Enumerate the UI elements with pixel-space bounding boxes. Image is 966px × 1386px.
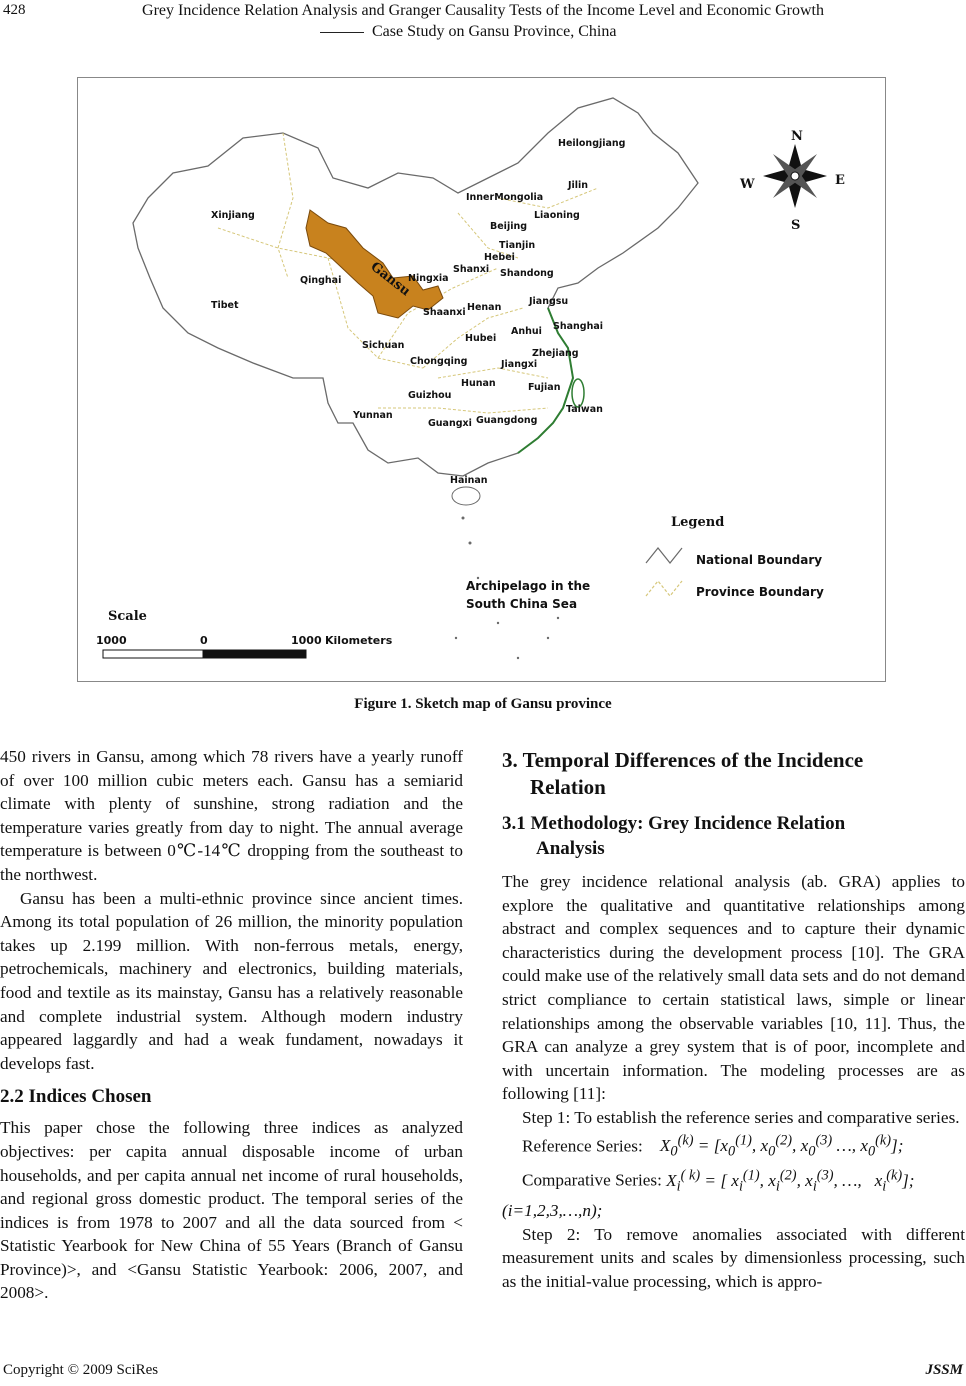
- label-hubei: Hubei: [465, 333, 497, 344]
- section-heading: [502, 747, 965, 801]
- paragraph: The grey incidence relational analysis (ab. GRA) applies to explore the qualitative and quantitative relationships among abstract and complex sequences and to capture their dynamic characteristics during the development process [10]. The GRA could make use of the relatively small data sets and do not demand strict compliance to certain statistical laws, simple or linear relationships among the observable variables [10, 11]. Thus, the GRA can analyze a grey system that is of poor, incomplete and with uncertain information. The modeling processes are as following [11]:: [502, 872, 965, 1104]
- running-title: Grey Incidence Relation Analysis and Granger Causality Tests of the Income Level and Economic Growth: [142, 2, 824, 19]
- compass-n: N: [791, 129, 803, 144]
- archipelago-label-1: Archipelago in the: [466, 579, 591, 593]
- label-sichuan: Sichuan: [362, 340, 405, 351]
- label-jilin: Jilin: [568, 180, 589, 191]
- label-hainan: Hainan: [450, 475, 488, 486]
- paragraph: Step 1: To establish the reference series and comparative series.: [522, 1107, 960, 1127]
- compass-w: W: [740, 177, 755, 192]
- label-qinghai: Qinghai: [300, 275, 342, 286]
- scale-mid: 0: [200, 634, 208, 647]
- legend-national-swatch: [646, 548, 682, 563]
- map-legend: [646, 515, 824, 599]
- reference-series: [502, 1130, 965, 1165]
- journal-name: JSSM: [925, 1362, 963, 1378]
- right-column: [502, 747, 965, 1293]
- compass-s: S: [791, 218, 801, 233]
- label-gansu: Gansu: [367, 259, 413, 300]
- label-zhejiang: Zhejiang: [532, 348, 579, 359]
- label-shaanxi: Shaanxi: [423, 307, 466, 318]
- paragraph: Step 2: To remove anomalies associated with different measurement units and scales by dimensionless processing, such as the initial-value processing, which is appro-: [502, 1224, 965, 1291]
- label-shanghai: Shanghai: [553, 321, 604, 332]
- left-column: [0, 745, 463, 1305]
- label-liaoning: Liaoning: [534, 210, 580, 221]
- label-innermongolia: InnerMongolia: [466, 192, 544, 203]
- scale-title: Scale: [108, 609, 147, 624]
- label-guizhou: Guizhou: [408, 390, 452, 401]
- legend-province-label: Province Boundary: [696, 585, 824, 599]
- figure-caption: Figure 1. Sketch map of Gansu province: [354, 696, 612, 712]
- scale-bar-right: [203, 650, 306, 658]
- scale-bar-left: [103, 650, 203, 658]
- label-taiwan: Taiwan: [566, 404, 603, 415]
- compass-e: E: [835, 173, 845, 188]
- label-shanxi: Shanxi: [453, 264, 490, 275]
- paragraph: Gansu has been a multi-ethnic province since ancient times. Among its total population of 26 million, the minority population takes up 2.199 million. With non-ferrous metals, energy, petrochemicals, machinery and electronics, building materials, food and textile as its mainstay, Gansu has a relatively reasonable and complete industrial system. Although modern industry appeared laggardly and had a weak fundament, nowadays it develops fast.: [0, 888, 463, 1073]
- index-range: (i=1,2,3,…,n);: [502, 1201, 603, 1221]
- map-figure: [77, 77, 886, 682]
- compass-rose-icon: [739, 129, 845, 233]
- label-tibet: Tibet: [211, 300, 239, 311]
- scale-left: 1000: [96, 634, 127, 647]
- paragraph: This paper chose the following three indices as analyzed objectives: per capita annual disposable income of urban households, and per capita annual net income of rural households, and regional gross domestic product. The temporal series of the indices is from 1978 to 2007 and all the data sourced from < Statistic Yearbook for New China of 55 Years (Branch of Gansu Province)>, and <Gansu Statistic Yearbook: 2006, 2007, and 2008>.: [0, 1118, 463, 1303]
- legend-province-swatch: [646, 581, 682, 596]
- label-hunan: Hunan: [461, 378, 496, 389]
- label-fujian: Fujian: [528, 382, 561, 393]
- label-jiangsu: Jiangsu: [529, 296, 569, 307]
- comparative-series-label: Comparative Series:: [522, 1171, 662, 1191]
- comparative-series-formula: $X_i^{( k)}$ = [ $x_i^{(1)}$, $x_i^{(2)}$, $x_i^{(3)}$, …, $x_i^{(k)}$];: [666, 1167, 915, 1195]
- hainan-island: [452, 487, 480, 505]
- scale-right: 1000: [291, 634, 322, 647]
- label-xinjiang: Xinjiang: [211, 210, 255, 221]
- heading-line-1: 3. Temporal Differences of the Incidence: [502, 748, 864, 772]
- reference-series-formula: $X_0^{(k)} = [x_0^{(1)}$, $x_0^{(2)}$, $x_0^{(3)}$ …, $x_0^{(k)}$];: [647, 1132, 904, 1160]
- heading-line-2: Relation: [530, 775, 606, 799]
- label-tianjin: Tianjin: [499, 240, 536, 251]
- label-yunnan: Yunnan: [353, 410, 393, 421]
- taiwan-island: [572, 379, 584, 407]
- running-subtitle: [320, 21, 616, 43]
- china-map: [78, 78, 885, 681]
- subheading-line-1: 3.1 Methodology: Grey Incidence Relation: [502, 813, 846, 834]
- copyright: Copyright © 2009 SciRes: [3, 1362, 159, 1378]
- label-chongqing: Chongqing: [410, 356, 468, 367]
- paragraph: 450 rivers in Gansu, among which 78 rivers have a yearly runoff of over 100 million cubic meters each. Gansu has a semiarid climate with plenty of sunshine, strong radiation and the temperature varies greatly from day to night. The annual average temperature is between 0℃-14℃ dropping from the southeast to the northwest.: [0, 747, 463, 884]
- running-header: [0, 0, 966, 44]
- reference-series-label: Reference Series:: [522, 1136, 643, 1156]
- page-number: 428: [3, 2, 26, 18]
- label-guangxi: Guangxi: [428, 418, 472, 429]
- label-hebei: Hebei: [484, 252, 515, 263]
- label-anhui: Anhui: [511, 326, 542, 337]
- subheading-line-2: Analysis: [536, 838, 605, 859]
- legend-national-label: National Boundary: [696, 553, 823, 567]
- label-beijing: Beijing: [490, 221, 528, 232]
- running-subtitle-text: Case Study on Gansu Province, China: [372, 23, 617, 40]
- label-jiangxi: Jiangxi: [501, 359, 538, 370]
- label-henan: Henan: [467, 302, 502, 313]
- comparative-series: [502, 1164, 965, 1199]
- label-guangdong: Guangdong: [476, 415, 538, 426]
- scale-unit: Kilometers: [325, 634, 393, 647]
- legend-title: Legend: [671, 515, 725, 530]
- label-shandong: Shandong: [500, 268, 554, 279]
- subsection-heading: [502, 811, 965, 861]
- label-ningxia: Ningxia: [408, 273, 449, 284]
- archipelago-label-2: South China Sea: [466, 597, 578, 611]
- dash-rule: [320, 32, 364, 33]
- map-scale: [96, 609, 393, 658]
- section-heading: 2.2 Indices Chosen: [0, 1086, 152, 1108]
- label-heilongjiang: Heilongjiang: [558, 138, 626, 149]
